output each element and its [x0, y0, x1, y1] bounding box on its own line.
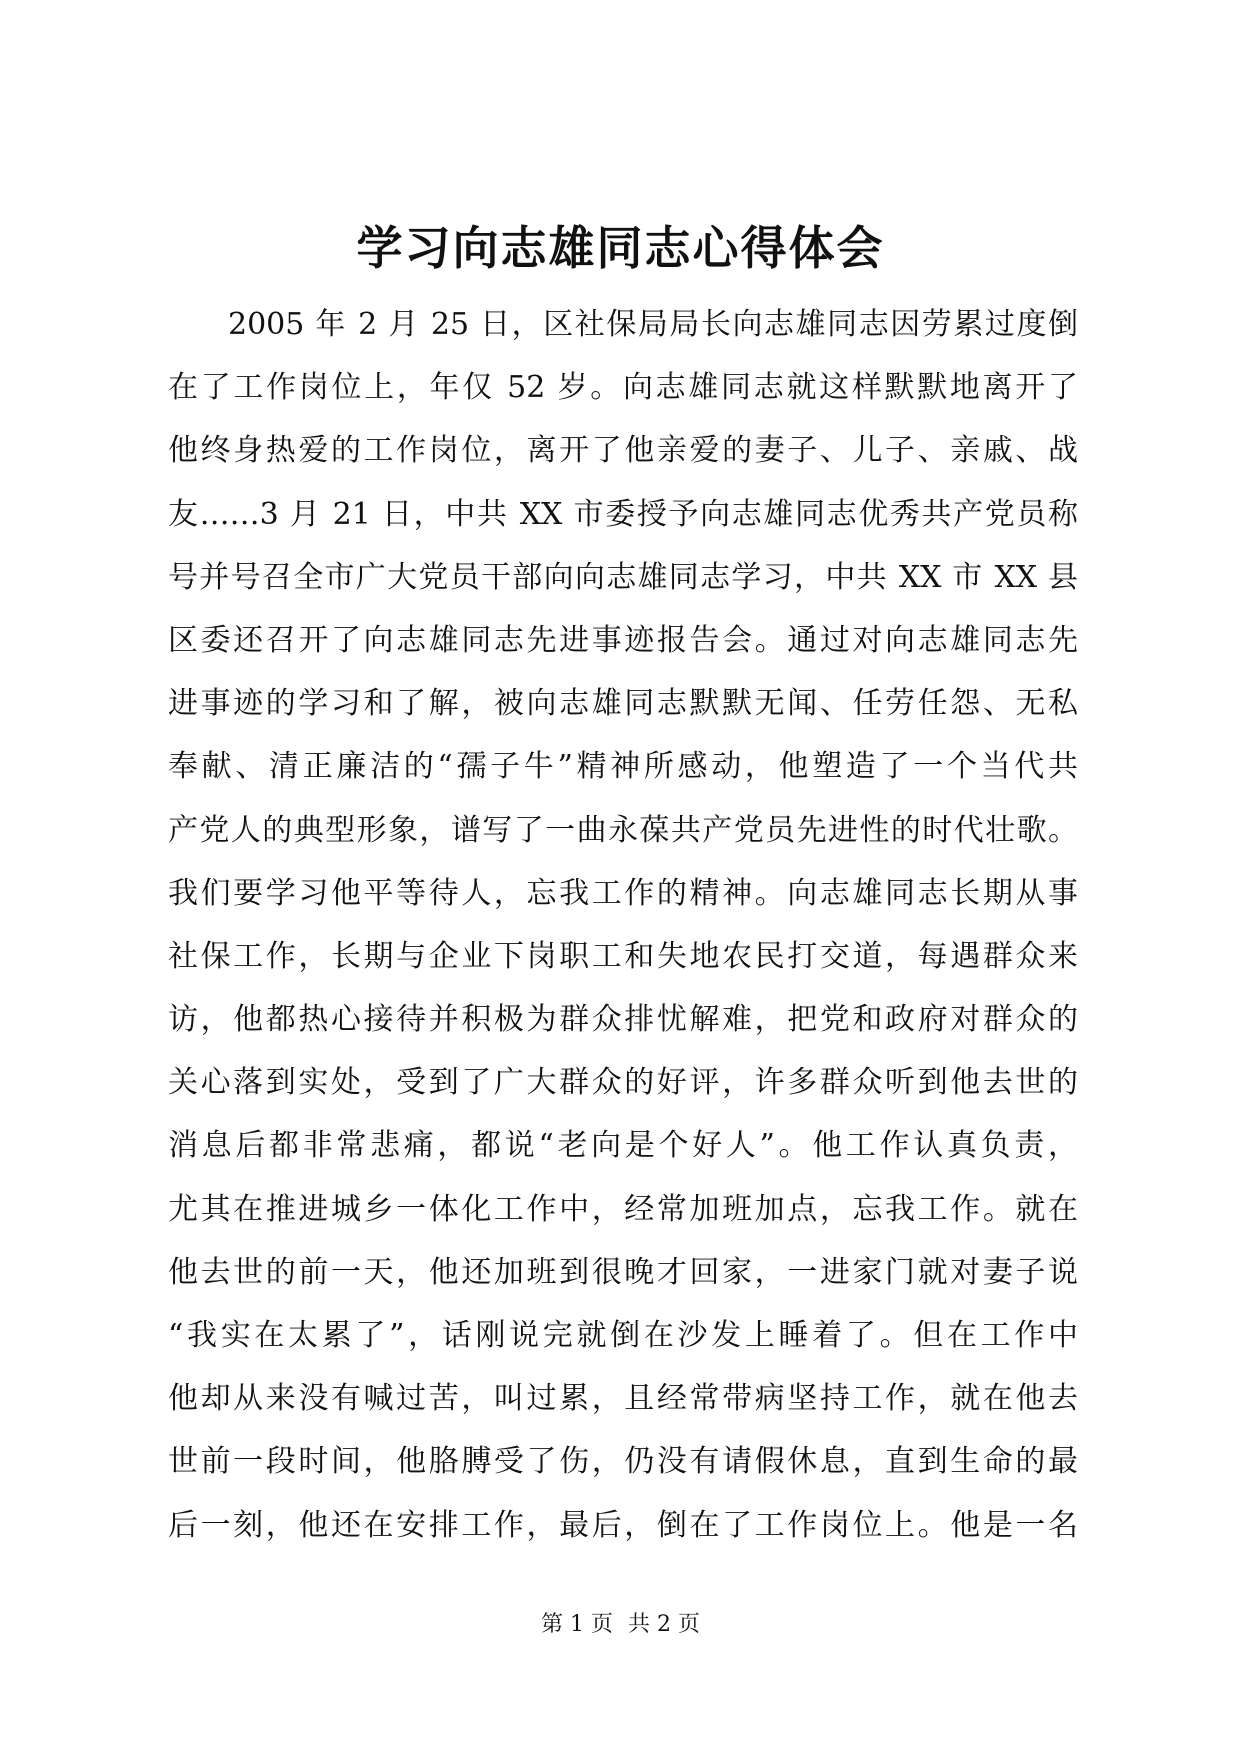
body-line: 后一刻，他还在安排工作，最后，倒在了工作岗位上。他是一名 — [168, 1507, 1078, 1543]
page-footer — [0, 1610, 1241, 1640]
body-line: 号并号召全市广大党员干部向向志雄同志学习，中共 XX 市 XX 县 — [168, 559, 1078, 595]
body-line: 消息后都非常悲痛，都说“老向是个好人”。他工作认真负责， — [168, 1128, 1078, 1164]
body-line: 他却从来没有喊过苦，叫过累，且经常带病坚持工作，就在他去 — [168, 1381, 1078, 1417]
body-line: 奉献、清正廉洁的“孺子牛”精神所感动，他塑造了一个当代共 — [168, 749, 1078, 785]
body-line: 社保工作，长期与企业下岗职工和失地农民打交道，每遇群众来 — [168, 938, 1078, 974]
body-line: 尤其在推进城乡一体化工作中，经常加班加点，忘我工作。就在 — [168, 1191, 1078, 1227]
body-line: 产党人的典型形象，谱写了一曲永葆共产党员先进性的时代壮歌。 — [168, 812, 1078, 848]
document-body — [168, 293, 1078, 1557]
page-number: 第 1 页 — [541, 1612, 613, 1637]
body-line: 他去世的前一天，他还加班到很晚才回家，一进家门就对妻子说 — [168, 1254, 1078, 1290]
body-line: 我们要学习他平等待人，忘我工作的精神。向志雄同志长期从事 — [168, 875, 1078, 911]
body-line: “我实在太累了”，话刚说完就倒在沙发上睡着了。但在工作中 — [168, 1318, 1078, 1353]
body-line: 世前一段时间，他胳膊受了伤，仍没有请假休息，直到生命的最 — [168, 1444, 1078, 1480]
body-line: 在了工作岗位上，年仅 52 岁。向志雄同志就这样默默地离开了 — [168, 370, 1078, 406]
document-title: 学习向志雄同志心得体会 — [356, 221, 885, 275]
page-total: 共 2 页 — [628, 1612, 700, 1637]
body-line: 友……3 月 21 日，中共 XX 市委授予向志雄同志优秀共产党员称 — [168, 496, 1078, 532]
body-line: 访，他都热心接待并积极为群众排忧解难，把党和政府对群众的 — [168, 1002, 1078, 1038]
body-line: 关心落到实处，受到了广大群众的好评，许多群众听到他去世的 — [168, 1065, 1078, 1101]
body-line: 2005 年 2 月 25 日，区社保局局长向志雄同志因劳累过度倒 — [228, 307, 1078, 342]
body-line: 区委还召开了向志雄同志先进事迹报告会。通过对向志雄同志先 — [168, 622, 1078, 658]
body-line: 他终身热爱的工作岗位，离开了他亲爱的妻子、儿子、亲戚、战 — [168, 433, 1078, 469]
body-line: 进事迹的学习和了解，被向志雄同志默默无闻、任劳任怨、无私 — [168, 686, 1078, 722]
